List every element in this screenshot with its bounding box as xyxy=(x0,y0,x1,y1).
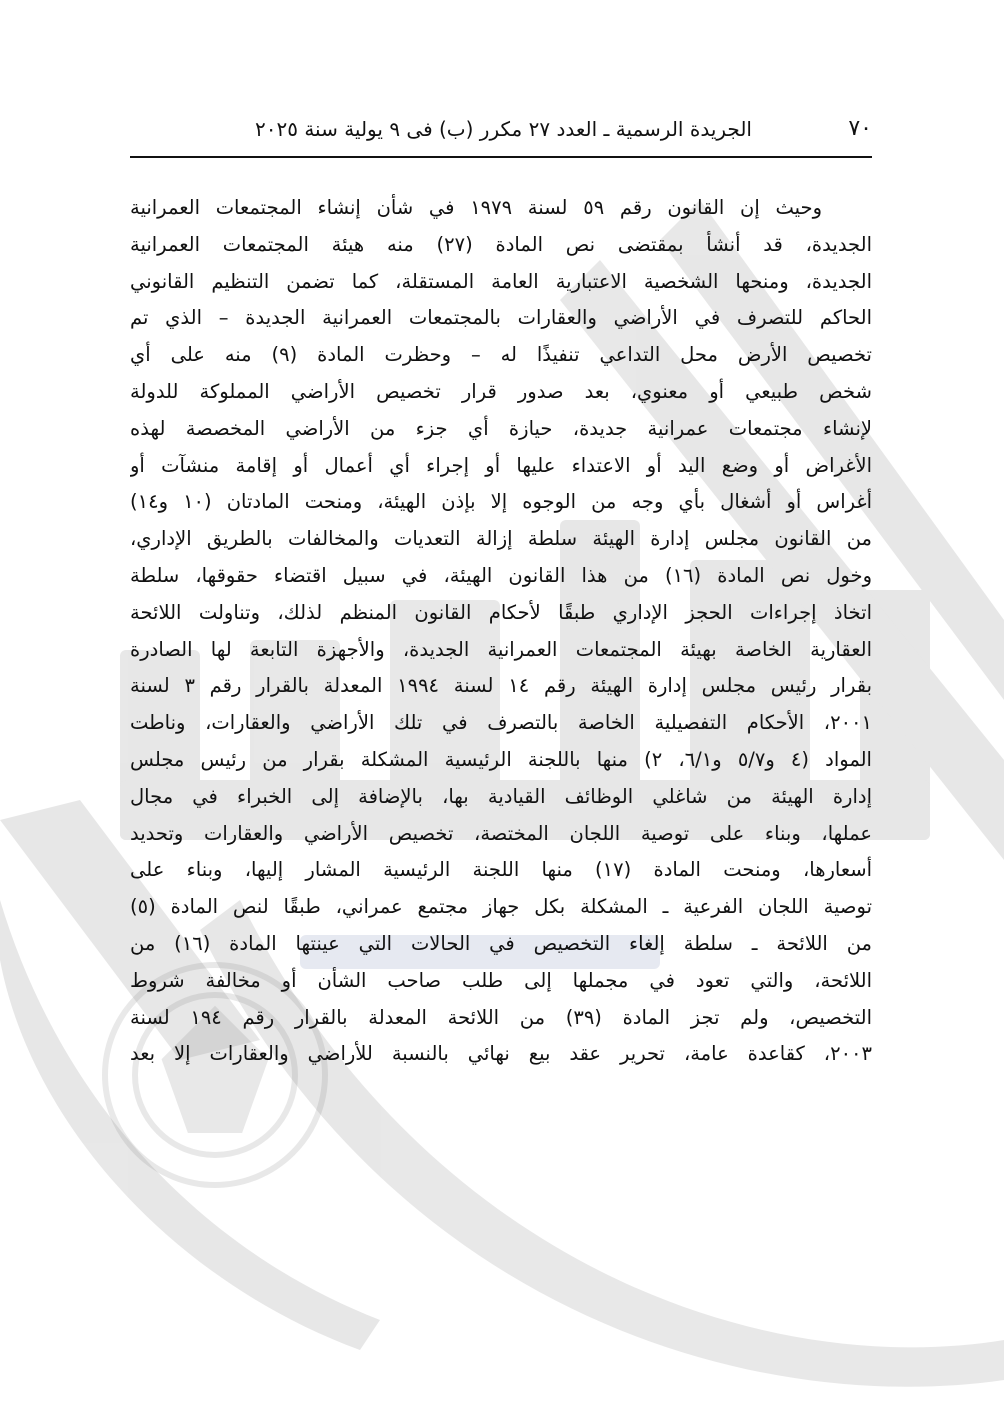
paragraph-line: العقارية الخاصة بهيئة المجتمعات العمرانية الجديدة، والأجهزة التابعة لها الصادرة xyxy=(130,637,872,661)
paragraph-line: اتخاذ إجراءات الحجز الإداري طبقًا لأحكام القانون المنظم لذلك، وتناولت اللائحة xyxy=(130,600,872,624)
paragraph-line: وخول نص المادة (١٦) من هذا القانون الهيئة، في سبيل اقتضاء حقوقها، سلطة xyxy=(130,563,872,587)
paragraph-line: المواد (٤ و٥/٧ و٦/١، ٢) منها باللجنة الرئيسية المشكلة بقرار من رئيس مجلس xyxy=(130,747,872,771)
paragraph-line: أسعارها، ومنحت المادة (١٧) منها اللجنة الرئيسية المشار إليها، وبناء على xyxy=(130,858,872,882)
paragraph-line: الأغراض أو وضع اليد أو الاعتداء عليها أو إجراء أي أعمال أو إقامة منشآت أو xyxy=(130,453,872,477)
paragraph-line: ٢٠٠٣، كقاعدة عامة، تحرير عقد بيع نهائي بالنسبة للأراضي والعقارات إلا بعد xyxy=(130,1042,872,1066)
paragraph-line: من اللائحة ـ سلطة إلغاء التخصيص في الحالات التي عينتها المادة (١٦) من xyxy=(130,931,872,955)
paragraph-line: الحاكم للتصرف في الأراضي والعقارات بالمجتمعات العمرانية الجديدة – الذي تم xyxy=(130,306,872,330)
page-number: ٧٠ xyxy=(848,116,872,141)
paragraph-line: إدارة الهيئة من شاغلي الوظائف القيادية بها، بالإضافة إلى الخبراء في مجال xyxy=(130,784,872,808)
header-divider xyxy=(130,156,872,158)
header-title: الجريدة الرسمية ـ العدد ٢٧ مكرر (ب) فى ٩ يولية سنة ٢٠٢٥ xyxy=(255,117,752,141)
paragraph-line: توصية اللجان الفرعية ـ المشكلة بكل جهاز مجتمع عمراني، طبقًا لنص المادة (٥) xyxy=(130,895,872,919)
paragraph-line: الجديدة، ومنحها الشخصية الاعتبارية العامة المستقلة، كما تضمن التنظيم القانوني xyxy=(130,269,872,293)
paragraph-line: الجديدة، قد أنشأ بمقتضى نص المادة (٢٧) منه هيئة المجتمعات العمرانية xyxy=(130,232,872,256)
paragraph-line: من القانون مجلس إدارة الهيئة سلطة إزالة التعديات والمخالفات بالطريق الإداري، xyxy=(130,527,872,551)
paragraph-line: تخصيص الأرض محل التداعي تنفيذًا له – وحظرت المادة (٩) منه على أي xyxy=(130,343,872,367)
header-bar xyxy=(130,112,872,146)
paragraph-line: اللائحة، والتي تعود في مجملها إلى طلب صاحب الشأن أو مخالفة شروط xyxy=(130,968,872,992)
paragraph-line: لإنشاء مجتمعات عمرانية جديدة، حيازة أي جزء من الأراضي المخصصة لهذه xyxy=(130,416,872,440)
paragraph-line: أغراس أو أشغال بأي وجه من الوجوه إلا بإذن الهيئة، ومنحت المادتان (١٠ و١٤) xyxy=(130,490,872,514)
paragraph-line: ٢٠٠١، الأحكام التفصيلية الخاصة بالتصرف في تلك الأراضي والعقارات، وناطت xyxy=(130,711,872,735)
document-body xyxy=(130,190,872,1073)
paragraph-line: عملها، وبناء على توصية اللجان المختصة، تخصيص الأراضي والعقارات وتحديد xyxy=(130,821,872,845)
paragraph-line: بقرار رئيس مجلس إدارة الهيئة رقم ١٤ لسنة ١٩٩٤ المعدلة بالقرار رقم ٣ لسنة xyxy=(130,674,872,698)
paragraph-line: التخصيص، ولم تجز المادة (٣٩) من اللائحة المعدلة بالقرار رقم ١٩٤ لسنة xyxy=(130,1005,872,1029)
paragraph-line: شخص طبيعي أو معنوي، بعد صدور قرار تخصيص الأراضي المملوكة للدولة xyxy=(130,379,872,403)
paragraph-line: وحيث إن القانون رقم ٥٩ لسنة ١٩٧٩ في شأن إنشاء المجتمعات العمرانية xyxy=(130,196,822,219)
